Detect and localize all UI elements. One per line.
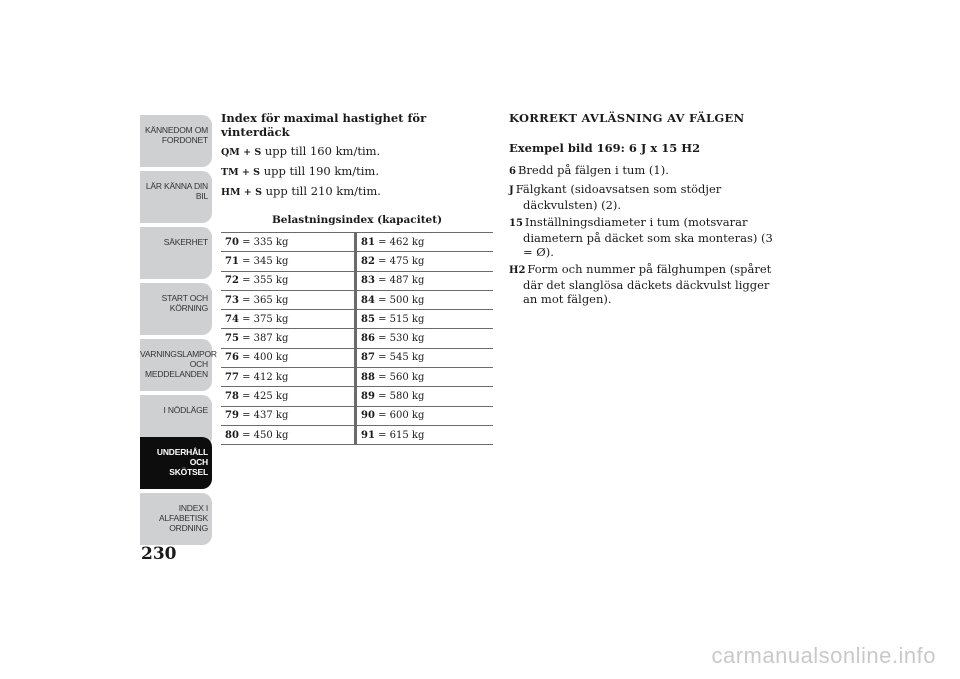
sidebar-tab-label: LÄR KÄNNA DIN BIL <box>145 181 208 201</box>
table-row <box>221 233 493 252</box>
sidebar-tab-label: KÄNNEDOM OM FORDONET <box>145 125 208 145</box>
sidebar-tab-label: VARNINGSLAMPOR OCH MEDDELANDEN <box>140 349 217 379</box>
load-index-table-title: Belastningsindex (kapacitet) <box>271 214 443 226</box>
table-row <box>221 310 493 329</box>
load-index-cell: 85 = 515 kg <box>356 310 494 329</box>
load-index-cell: 77 = 412 kg <box>221 368 356 387</box>
table-row <box>221 368 493 387</box>
load-index-cell: 75 = 387 kg <box>221 329 356 348</box>
load-index-cell: 73 = 365 kg <box>221 290 356 309</box>
table-row <box>221 387 493 406</box>
sidebar-tab[interactable] <box>140 339 217 391</box>
table-row <box>221 348 493 367</box>
sidebar-tab-label: SÄKERHET <box>163 237 208 247</box>
sidebar-tab-label: START OCH KÖRNING <box>161 293 208 313</box>
table-row <box>221 329 493 348</box>
speed-index-item: TM + S upp till 190 km/tim. <box>221 164 379 178</box>
page-number: 230 <box>141 544 177 564</box>
rim-definition-item: H2 Form och nummer på fälghumpen (spåret där det slanglösa däckets däckvulst ligger an mot fälgen). <box>509 262 772 306</box>
sidebar-tab-label: INDEX I ALFABETISK ORDNING <box>158 503 208 533</box>
load-index-cell: 81 = 462 kg <box>356 233 494 252</box>
speed-index-heading: Index för maximal hastighet för vinterdäck <box>221 111 427 139</box>
rim-definition-item: 6 Bredd på fälgen i tum (1). <box>509 163 669 177</box>
load-index-cell: 76 = 400 kg <box>221 348 356 367</box>
table-row <box>221 290 493 309</box>
load-index-cell: 70 = 335 kg <box>221 233 356 252</box>
left-column <box>221 111 493 445</box>
load-index-cell: 82 = 475 kg <box>356 252 494 271</box>
load-index-cell: 78 = 425 kg <box>221 387 356 406</box>
load-index-table <box>221 232 493 445</box>
sidebar-tab[interactable] <box>140 437 212 489</box>
load-index-cell: 71 = 345 kg <box>221 252 356 271</box>
sidebar-tab[interactable] <box>140 115 212 167</box>
rim-example-heading: Exempel bild 169: 6 J x 15 H2 <box>509 141 701 155</box>
rim-definition-item: 15 Inställningsdiameter i tum (motsvarar diametern på däcket som ska monteras) (3 = Ø). <box>509 215 773 259</box>
sidebar-tab[interactable] <box>140 227 212 279</box>
sidebar-tab-label: I NÖDLÄGE <box>163 405 208 415</box>
speed-index-item: QM + S upp till 160 km/tim. <box>221 144 381 158</box>
speed-index-item: HM + S upp till 210 km/tim. <box>221 184 381 198</box>
load-index-cell: 80 = 450 kg <box>221 425 356 444</box>
load-index-cell: 86 = 530 kg <box>356 329 494 348</box>
sidebar-tab-label: UNDERHÅLL OCH SKÖTSEL <box>156 447 208 477</box>
rim-definitions <box>509 163 784 306</box>
load-index-cell: 72 = 355 kg <box>221 271 356 290</box>
watermark: carmanualsonline.info <box>711 643 936 668</box>
rim-definition-item: J Fälgkant (sidoavsatsen som stödjer däckvulsten) (2). <box>509 182 722 212</box>
load-index-cell: 83 = 487 kg <box>356 271 494 290</box>
load-index-cell: 84 = 500 kg <box>356 290 494 309</box>
load-index-cell: 87 = 545 kg <box>356 348 494 367</box>
sidebar-tab[interactable] <box>140 283 212 335</box>
load-index-cell: 91 = 615 kg <box>356 425 494 444</box>
speed-index-list <box>221 142 493 202</box>
table-row <box>221 406 493 425</box>
table-row <box>221 425 493 444</box>
load-index-cell: 88 = 560 kg <box>356 368 494 387</box>
sidebar-tab[interactable] <box>140 493 212 545</box>
load-index-cell: 90 = 600 kg <box>356 406 494 425</box>
table-row <box>221 252 493 271</box>
load-index-cell: 74 = 375 kg <box>221 310 356 329</box>
load-index-cell: 79 = 437 kg <box>221 406 356 425</box>
sidebar-tab[interactable] <box>140 171 212 223</box>
load-index-cell: 89 = 580 kg <box>356 387 494 406</box>
rim-reading-heading: KORREKT AVLÄSNING AV FÄLGEN <box>509 111 745 125</box>
right-column <box>509 111 784 309</box>
table-row <box>221 271 493 290</box>
